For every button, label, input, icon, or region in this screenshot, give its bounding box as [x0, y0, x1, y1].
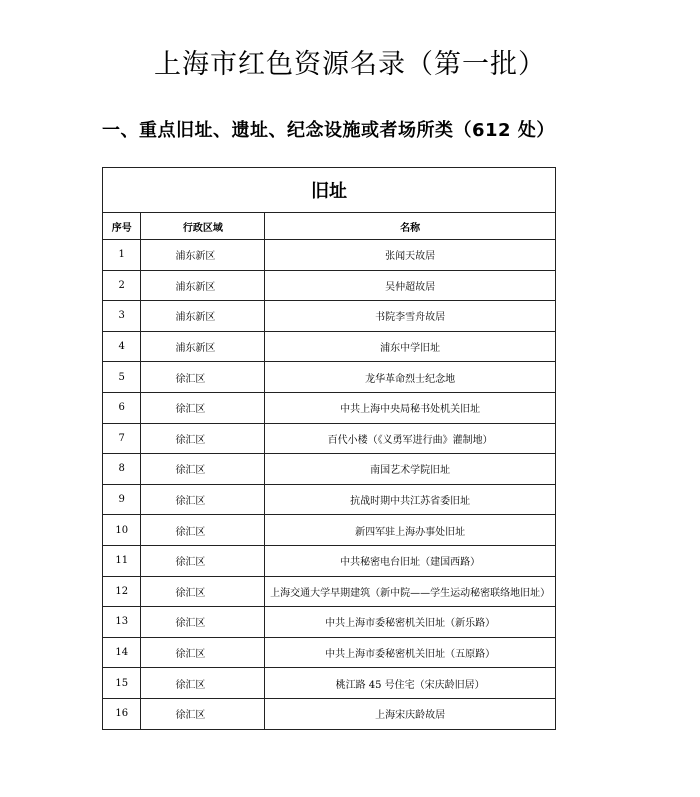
- row-district: 浦东新区: [141, 301, 265, 332]
- table-row: [103, 270, 556, 301]
- row-district: 徐汇区: [141, 668, 265, 699]
- table-caption: 旧址: [103, 168, 556, 213]
- row-name: 书院李雪舟故居: [265, 301, 556, 332]
- row-number: 2: [103, 270, 141, 301]
- table-row: [103, 698, 556, 729]
- header-name: 名称: [265, 213, 556, 240]
- row-number: 13: [103, 607, 141, 638]
- row-number: 15: [103, 668, 141, 699]
- table-row: [103, 668, 556, 699]
- row-district: 浦东新区: [141, 331, 265, 362]
- row-number: 4: [103, 331, 141, 362]
- row-name: 吴仲超故居: [265, 270, 556, 301]
- row-district: 徐汇区: [141, 362, 265, 393]
- row-name: 浦东中学旧址: [265, 331, 556, 362]
- row-name: 桃江路 45 号住宅（宋庆龄旧居）: [265, 668, 556, 699]
- row-name: 中共上海中央局秘书处机关旧址: [265, 392, 556, 423]
- row-district: 徐汇区: [141, 423, 265, 454]
- row-district: 徐汇区: [141, 545, 265, 576]
- row-district: 徐汇区: [141, 576, 265, 607]
- table-row: [103, 607, 556, 638]
- row-number: 8: [103, 454, 141, 485]
- row-name: 中共上海市委秘密机关旧址（五原路）: [265, 637, 556, 668]
- row-number: 3: [103, 301, 141, 332]
- table-row: [103, 331, 556, 362]
- page-title: 上海市红色资源名录（第一批）: [154, 49, 546, 80]
- row-district: 徐汇区: [141, 607, 265, 638]
- row-name: 中共上海市委秘密机关旧址（新乐路）: [265, 607, 556, 638]
- row-district: 浦东新区: [141, 240, 265, 271]
- row-number: 7: [103, 423, 141, 454]
- row-name: 百代小楼（《义勇军进行曲》灌制地）: [265, 423, 556, 454]
- row-name: 上海交通大学早期建筑（新中院——学生运动秘密联络地旧址）: [265, 576, 556, 607]
- table-row: [103, 240, 556, 271]
- row-district: 浦东新区: [141, 270, 265, 301]
- row-district: 徐汇区: [141, 484, 265, 515]
- table-row: [103, 637, 556, 668]
- table-row: [103, 392, 556, 423]
- table-row: [103, 423, 556, 454]
- table-row: [103, 484, 556, 515]
- row-name: 抗战时期中共江苏省委旧址: [265, 484, 556, 515]
- row-name: 中共秘密电台旧址（建国西路）: [265, 545, 556, 576]
- row-district: 徐汇区: [141, 454, 265, 485]
- header-district: 行政区域: [141, 213, 265, 240]
- row-number: 14: [103, 637, 141, 668]
- row-number: 6: [103, 392, 141, 423]
- row-number: 10: [103, 515, 141, 546]
- row-number: 16: [103, 698, 141, 729]
- row-name: 龙华革命烈士纪念地: [265, 362, 556, 393]
- row-number: 5: [103, 362, 141, 393]
- row-number: 11: [103, 545, 141, 576]
- table-row: [103, 454, 556, 485]
- row-district: 徐汇区: [141, 515, 265, 546]
- table-row: [103, 545, 556, 576]
- table-header-row: [103, 213, 556, 240]
- row-name: 新四军驻上海办事处旧址: [265, 515, 556, 546]
- row-number: 1: [103, 240, 141, 271]
- table-row: [103, 362, 556, 393]
- row-name: 张闻天故居: [265, 240, 556, 271]
- row-name: 上海宋庆龄故居: [265, 698, 556, 729]
- row-district: 徐汇区: [141, 637, 265, 668]
- table-row: [103, 576, 556, 607]
- heritage-table: [102, 167, 556, 730]
- row-district: 徐汇区: [141, 698, 265, 729]
- section-heading: 一、重点旧址、遗址、纪念设施或者场所类（612 处）: [102, 120, 555, 141]
- header-number: 序号: [103, 213, 141, 240]
- table-caption-row: [103, 168, 556, 213]
- row-district: 徐汇区: [141, 392, 265, 423]
- row-number: 9: [103, 484, 141, 515]
- row-number: 12: [103, 576, 141, 607]
- row-name: 南国艺术学院旧址: [265, 454, 556, 485]
- table-row: [103, 301, 556, 332]
- table-row: [103, 515, 556, 546]
